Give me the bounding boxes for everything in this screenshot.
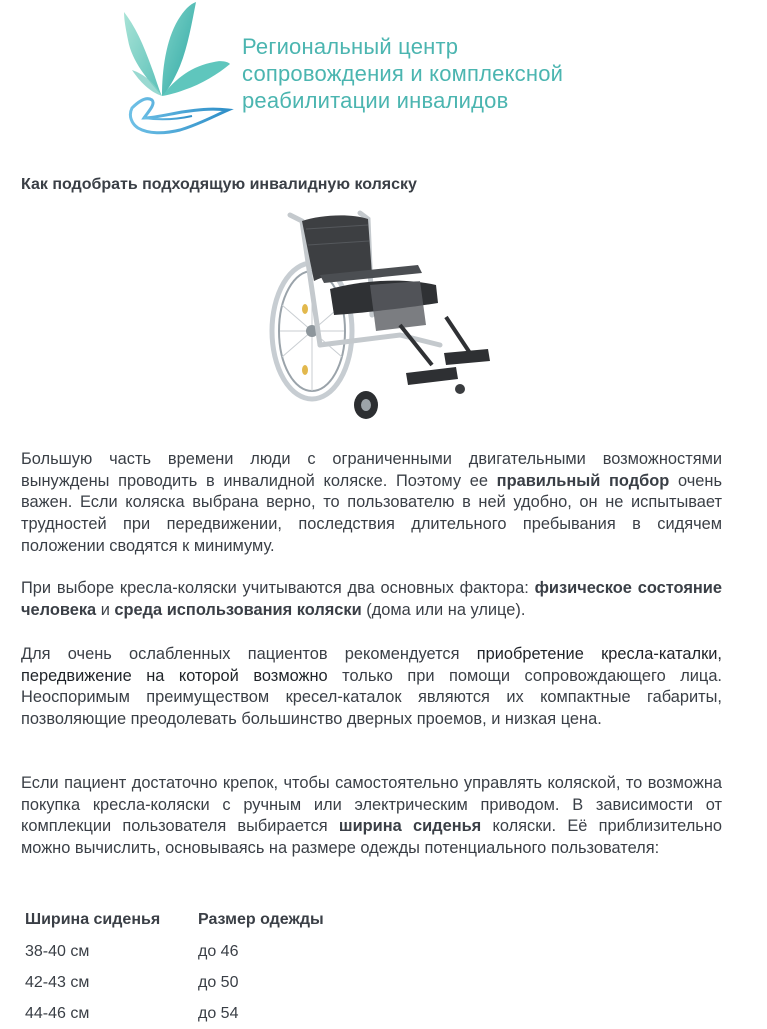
text: только при помощи сопровождающего лица. Неоспоримым преимуществом кресел-каталок являются их компактные габариты, позволяющие преодолевать большинство дверных проемов, и низкая цена. [21,666,722,729]
emphasis-text: среда использования коляски [114,600,362,619]
text: коляски. Её приблизительно можно вычислить, основываясь на размере одежды потенциального пользователя: [21,817,722,858]
emphasis-text: приобретение кресла-каталки, передвижение на которой возможно [21,645,722,685]
logo-line-2: сопровождения и комплексной [242,61,564,86]
logo-line-3: реабилитации инвалидов [242,88,509,113]
table-cell: 44-46 см [25,1004,90,1022]
table-row [21,936,330,967]
table-row [21,998,330,1029]
table-cell: 38-40 см [25,942,90,960]
table-row [21,967,330,998]
paragraph-intro [21,449,722,558]
text: (дома или на улице). [361,600,526,619]
butterfly-hand-logo-icon [118,0,236,138]
column-header-seat-width: Ширина сиденья [25,911,161,928]
emphasis-text: правильный подбор [496,471,670,490]
text: и [96,600,115,619]
table-cell: 42-43 см [25,973,90,991]
table-cell: до 54 [198,1004,239,1022]
wheelchair-photo [250,185,500,430]
text: очень важен. Если коляска выбрана верно, то пользователю в ней удобно, он не испытывает трудностей при передвижении, последствия длительного пребывания в сидячем положении сводятся к минимуму. [21,471,722,555]
logo-line-1: Региональный центр [242,34,459,59]
paragraph-weak-patients [21,644,722,731]
article-title: Как подобрать подходящую инвалидную коляску [21,176,417,193]
paragraph-factors [21,578,722,621]
table-cell: до 50 [198,973,239,991]
text: Большую часть времени люди с ограниченными двигательными возможностями вынуждены проводить в инвалидной коляске. Поэтому ее [21,450,722,490]
column-header-clothing-size: Размер одежды [198,911,324,928]
table-header-row [21,904,330,936]
emphasis-text: физическое состояние человека [21,579,722,619]
emphasis-text: ширина сиденья [338,817,482,836]
size-table [21,904,330,1029]
text: Если пациент достаточно крепок, чтобы самостоятельно управлять коляской, то возможна покупка кресла-коляски с ручным или электрическим приводом. В зависимости от комплекции пользователя выбирается [21,774,722,836]
paragraph-seat-width [21,773,722,860]
text: Для очень ослабленных пациентов рекомендуется [21,645,477,663]
table-cell: до 46 [198,942,239,960]
text: При выборе кресла-коляски учитываются два основных фактора: [21,579,535,597]
header [0,0,767,150]
organization-name [242,33,563,114]
